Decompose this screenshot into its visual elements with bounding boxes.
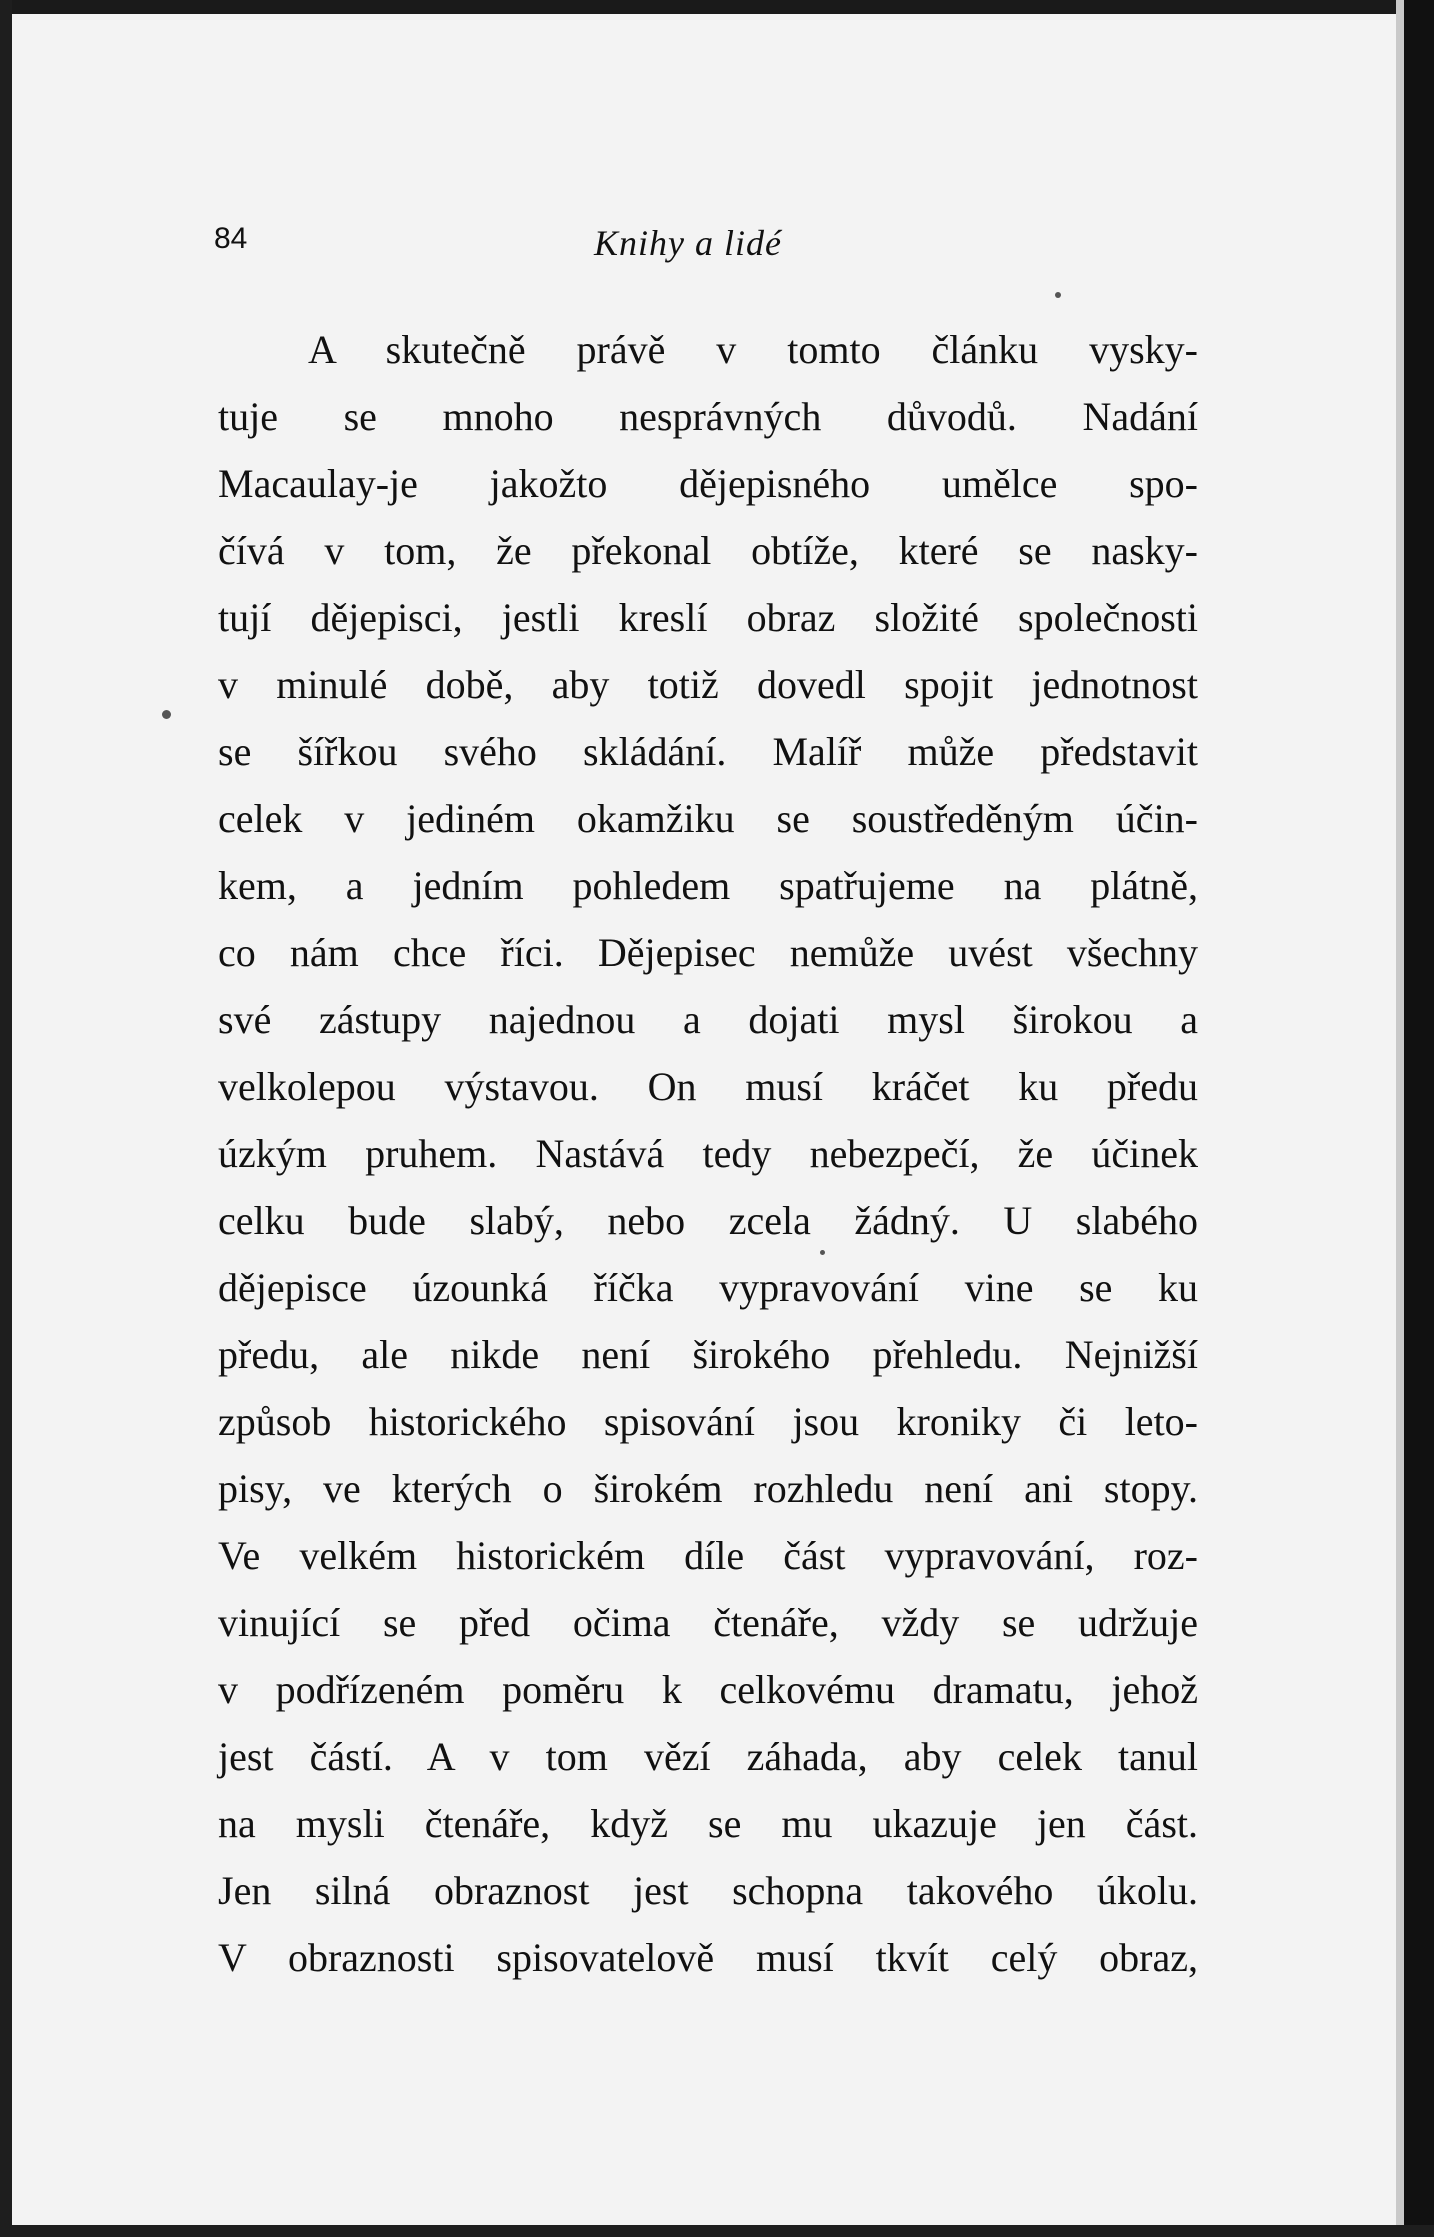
scan-edge-right xyxy=(1404,0,1434,2237)
text-line: své zástupy najednou a dojati mysl širokou a xyxy=(218,997,1198,1042)
text-line: úzkým pruhem. Nastává tedy nebezpečí, že účinek xyxy=(218,1131,1198,1176)
text-line: Jen silná obraznost jest schopna takového úkolu. xyxy=(218,1868,1198,1913)
scan-edge-right-shadow xyxy=(1396,0,1404,2237)
text-line: V obraznosti spisovatelově musí tkvít celý obraz, xyxy=(218,1935,1198,1980)
text-line: celek v jediném okamžiku se soustředěným účin- xyxy=(218,796,1198,841)
text-line: pisy, ve kterých o širokém rozhledu není ani stopy. xyxy=(218,1466,1198,1511)
scan-edge-left xyxy=(0,0,12,2237)
body-text xyxy=(218,316,1198,1991)
text-line: celku bude slabý, nebo zcela žádný. U slabého xyxy=(218,1198,1198,1243)
running-head xyxy=(214,222,1194,268)
text-line: předu, ale nikde není širokého přehledu. Nejnižší xyxy=(218,1332,1198,1377)
text-line: na mysli čtenáře, když se mu ukazuje jen část. xyxy=(218,1801,1198,1846)
dust-speck xyxy=(1055,292,1061,298)
text-line: co nám chce říci. Dějepisec nemůže uvést všechny xyxy=(218,930,1198,975)
text-line: Ve velkém historickém díle část vypravování, roz- xyxy=(218,1533,1198,1578)
text-line: v minulé době, aby totiž dovedl spojit jednotnost xyxy=(218,662,1198,707)
page-number: 84 xyxy=(214,222,248,255)
text-line: čívá v tom, že překonal obtíže, které se nasky- xyxy=(218,528,1198,573)
text-line: A skutečně právě v tomto článku vysky- xyxy=(308,327,1198,372)
text-line: tuje se mnoho nesprávných důvodů. Nadání xyxy=(218,394,1198,439)
text-line: Macaulay-je jakožto dějepisného umělce spo- xyxy=(218,461,1198,506)
text-line: kem, a jedním pohledem spatřujeme na plátně, xyxy=(218,863,1198,908)
text-line: tují dějepisci, jestli kreslí obraz složité společnosti xyxy=(218,595,1198,640)
text-line: dějepisce úzounká říčka vypravování vine se ku xyxy=(218,1265,1198,1310)
text-line: se šířkou svého skládání. Malíř může představit xyxy=(218,729,1198,774)
text-line: velkolepou výstavou. On musí kráčet ku předu xyxy=(218,1064,1198,1109)
text-line: jest částí. A v tom vězí záhada, aby celek tanul xyxy=(218,1734,1198,1779)
text-line: v podřízeném poměru k celkovému dramatu, jehož xyxy=(218,1667,1198,1712)
scan-edge-top xyxy=(0,0,1434,14)
text-line: způsob historického spisování jsou kroniky či leto- xyxy=(218,1399,1198,1444)
scan-edge-bottom xyxy=(0,2225,1434,2237)
text-line: vinující se před očima čtenáře, vždy se udržuje xyxy=(218,1600,1198,1645)
dust-speck xyxy=(162,710,171,719)
running-title: Knihy a lidé xyxy=(594,223,782,263)
